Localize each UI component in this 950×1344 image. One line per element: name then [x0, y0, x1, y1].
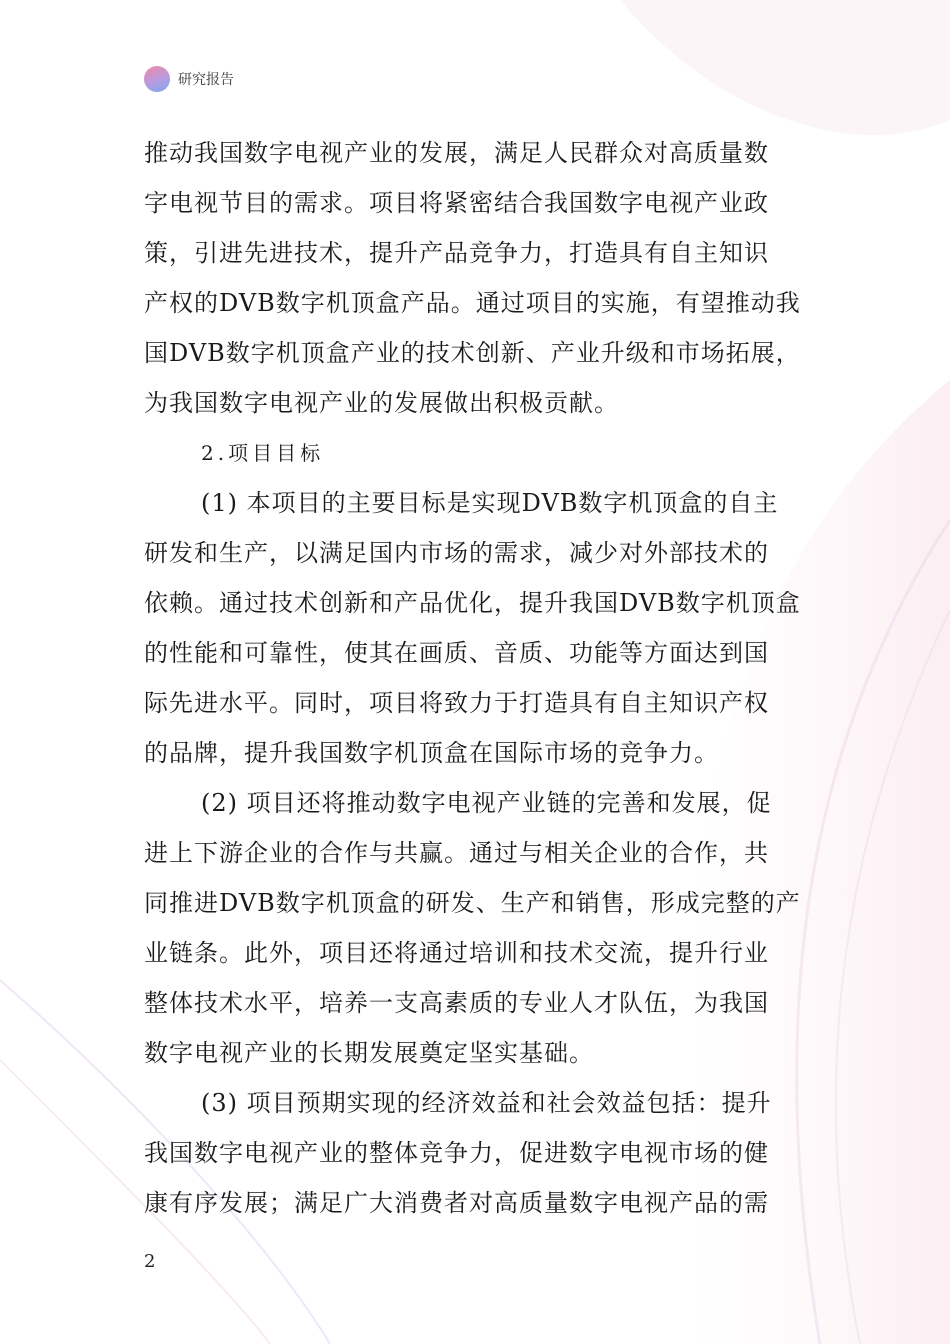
text-line: 的品牌，提升我国数字机顶盒在国际市场的竞争力。: [144, 739, 719, 767]
section-heading: [144, 428, 806, 478]
header-title: 研究报告: [178, 72, 234, 88]
text-line: 整体技术水平，培养一支高素质的专业人才队伍，为我国: [144, 989, 769, 1017]
page-number: 2: [144, 1251, 156, 1272]
text-line: 进上下游企业的合作与共赢。通过与相关企业的合作，共: [144, 839, 769, 867]
document-body: [144, 128, 806, 1228]
text-line: 数字电视产业的长期发展奠定坚实基础。: [144, 1039, 594, 1067]
text-line: 字电视节目的需求。项目将紧密结合我国数字电视产业政: [144, 189, 769, 217]
text-line: 际先进水平。同时，项目将致力于打造具有自主知识产权: [144, 689, 769, 717]
paragraph-goal-3: [144, 1078, 806, 1228]
text-line: 同推进DVB数字机顶盒的研发、生产和销售，形成完整的产: [144, 889, 801, 917]
text-line: (3) 项目预期实现的经济效益和社会效益包括：提升: [201, 1089, 772, 1117]
text-line: 国DVB数字机顶盒产业的技术创新、产业升级和市场拓展，: [144, 339, 801, 367]
text-line: (2) 项目还将推动数字电视产业链的完善和发展，促: [201, 789, 772, 817]
paragraph-goal-2: [144, 778, 806, 1078]
section-title: 2.项目目标: [201, 441, 325, 465]
paragraph-intro: [144, 128, 806, 428]
paragraph-goal-1: [144, 478, 806, 778]
text-line: 产权的DVB数字机顶盒产品。通过项目的实施，有望推动我: [144, 289, 801, 317]
logo-circle-icon: [144, 66, 170, 92]
text-line: 我国数字电视产业的整体竞争力，促进数字电视市场的健: [144, 1139, 769, 1167]
text-line: 依赖。通过技术创新和产品优化，提升我国DVB数字机顶盒: [144, 589, 801, 617]
report-header: [144, 66, 234, 92]
text-line: 的性能和可靠性，使其在画质、音质、功能等方面达到国: [144, 639, 769, 667]
text-line: 业链条。此外，项目还将通过培训和技术交流，提升行业: [144, 939, 769, 967]
text-line: (1) 本项目的主要目标是实现DVB数字机顶盒的自主: [201, 489, 779, 517]
text-line: 研发和生产，以满足国内市场的需求，减少对外部技术的: [144, 539, 769, 567]
text-line: 策，引进先进技术，提升产品竞争力，打造具有自主知识: [144, 239, 769, 267]
text-line: 为我国数字电视产业的发展做出积极贡献。: [144, 389, 619, 417]
text-line: 推动我国数字电视产业的发展，满足人民群众对高质量数: [144, 139, 769, 167]
text-line: 康有序发展；满足广大消费者对高质量数字电视产品的需: [144, 1189, 769, 1217]
